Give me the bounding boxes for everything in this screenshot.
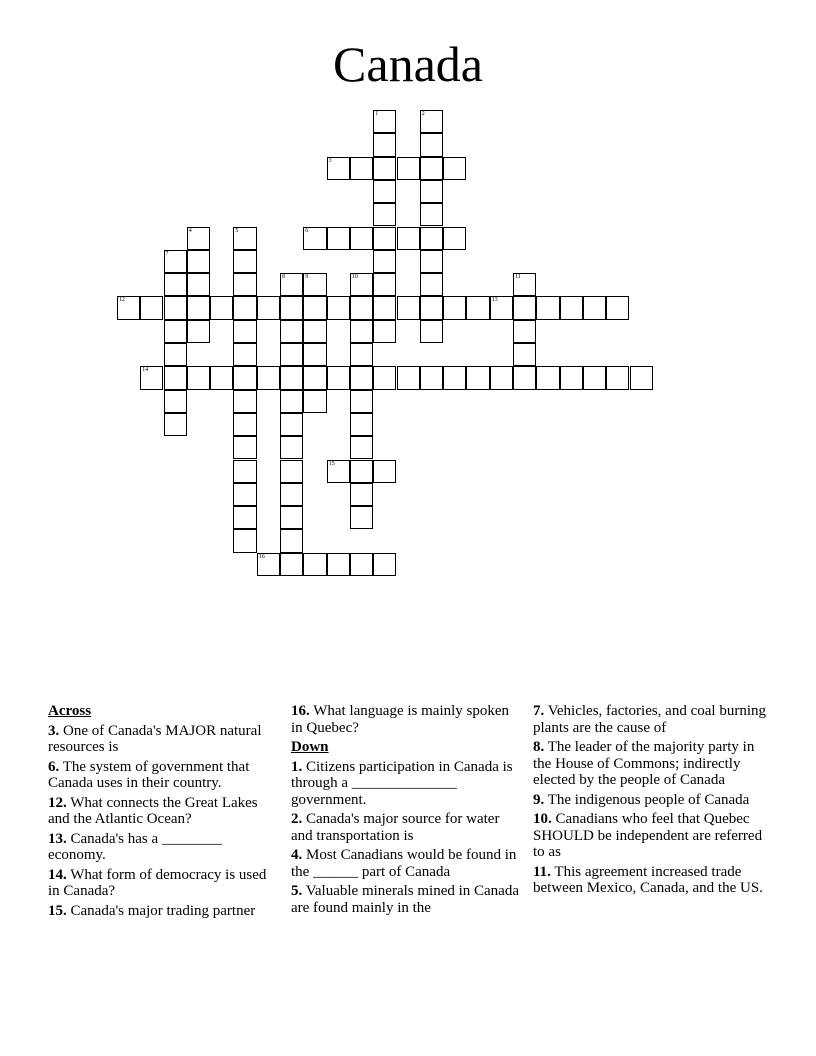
grid-cell[interactable] <box>420 133 443 156</box>
across-clue <box>48 795 278 828</box>
cell-number: 6 <box>305 227 309 234</box>
clue-text: This agreement increased trade between Mexico, Canada, and the US. <box>533 863 763 896</box>
grid-cell[interactable] <box>233 436 256 459</box>
grid-cell[interactable] <box>373 296 396 319</box>
grid-cell[interactable] <box>233 366 256 389</box>
grid-cell[interactable] <box>420 110 443 133</box>
grid-cell[interactable] <box>560 296 583 319</box>
clue-number: 3. <box>48 722 60 739</box>
grid-cell[interactable] <box>513 273 536 296</box>
grid-cell[interactable] <box>373 133 396 156</box>
grid-cell[interactable] <box>420 366 443 389</box>
grid-cell[interactable] <box>466 296 489 319</box>
grid-cell[interactable] <box>373 157 396 180</box>
grid-cell[interactable] <box>257 296 280 319</box>
cell-number: 7 <box>165 250 169 257</box>
grid-cell[interactable] <box>397 157 420 180</box>
grid-cell[interactable] <box>233 227 256 250</box>
grid-cell[interactable] <box>233 273 256 296</box>
grid-cell[interactable] <box>513 343 536 366</box>
grid-cell[interactable] <box>350 460 373 483</box>
grid-cell[interactable] <box>443 157 466 180</box>
across-clue <box>291 703 521 736</box>
grid-cell[interactable] <box>373 553 396 576</box>
grid-cell[interactable] <box>373 366 396 389</box>
across-clue <box>48 903 278 920</box>
grid-cell[interactable] <box>164 413 187 436</box>
cell-number: 8 <box>282 274 285 281</box>
down-clue <box>533 864 773 897</box>
grid-cell[interactable] <box>187 296 210 319</box>
grid-cell[interactable] <box>327 296 350 319</box>
grid-cell[interactable] <box>233 320 256 343</box>
grid-cell[interactable] <box>373 273 396 296</box>
grid-cell[interactable] <box>350 343 373 366</box>
grid-cell[interactable] <box>373 320 396 343</box>
grid-cell[interactable] <box>373 227 396 250</box>
clue-number: 12. <box>48 794 67 811</box>
grid-cell[interactable] <box>187 250 210 273</box>
grid-cell[interactable] <box>373 110 396 133</box>
grid-cell[interactable] <box>373 180 396 203</box>
grid-cell[interactable] <box>140 296 163 319</box>
grid-cell[interactable] <box>350 227 373 250</box>
clue-text: Canadians who feel that Quebec SHOULD be independent are referred to as <box>533 811 763 860</box>
down-clue <box>291 883 521 916</box>
grid-cell[interactable] <box>303 366 326 389</box>
grid-cell[interactable] <box>420 296 443 319</box>
clue-text: Vehicles, factories, and coal burning plants are the cause of <box>533 703 766 736</box>
grid-cell[interactable] <box>420 273 443 296</box>
grid-cell[interactable] <box>164 320 187 343</box>
down-clue <box>291 811 521 844</box>
grid-cell[interactable] <box>187 273 210 296</box>
across-heading: Across <box>48 703 92 719</box>
page-title: Canada <box>333 36 483 92</box>
grid-cell[interactable] <box>280 390 303 413</box>
cell-number: 16 <box>258 553 265 560</box>
grid-cell[interactable] <box>327 366 350 389</box>
grid-cell[interactable] <box>513 296 536 319</box>
grid-cell[interactable] <box>606 296 629 319</box>
grid-cell[interactable] <box>280 483 303 506</box>
cell-number: 5 <box>235 227 239 234</box>
grid-cell[interactable] <box>117 296 140 319</box>
grid-cell[interactable] <box>350 390 373 413</box>
grid-cell[interactable] <box>536 366 559 389</box>
grid-cell[interactable] <box>303 553 326 576</box>
grid-cell[interactable] <box>303 320 326 343</box>
grid-cell[interactable] <box>280 343 303 366</box>
grid-cell[interactable] <box>280 273 303 296</box>
clue-text: What connects the Great Lakes and the Atlantic Ocean? <box>48 794 258 827</box>
grid-cell[interactable] <box>233 296 256 319</box>
grid-cell[interactable] <box>187 320 210 343</box>
grid-cell[interactable] <box>350 506 373 529</box>
grid-cell[interactable] <box>443 366 466 389</box>
grid-cell[interactable] <box>350 483 373 506</box>
cell-number: 3 <box>328 157 332 164</box>
grid-cell[interactable] <box>303 296 326 319</box>
grid-cell[interactable] <box>420 250 443 273</box>
grid-cell[interactable] <box>303 227 326 250</box>
down-clue <box>533 703 773 736</box>
clue-text: Canada's has a ________ economy. <box>48 830 222 863</box>
grid-cell[interactable] <box>233 343 256 366</box>
grid-cell[interactable] <box>327 157 350 180</box>
clue-number: 11. <box>533 863 551 880</box>
clue-number: 4. <box>291 847 303 863</box>
grid-cell[interactable] <box>490 296 513 319</box>
grid-cell[interactable] <box>233 529 256 552</box>
grid-cell[interactable] <box>280 529 303 552</box>
grid-cell[interactable] <box>233 483 256 506</box>
grid-cell[interactable] <box>140 366 163 389</box>
cell-number: 12 <box>118 297 125 304</box>
grid-cell[interactable] <box>303 273 326 296</box>
grid-cell[interactable] <box>280 366 303 389</box>
cell-number: 11 <box>515 274 521 281</box>
clue-number: 7. <box>533 703 545 719</box>
clues-column-3 <box>533 703 773 900</box>
grid-cell[interactable] <box>187 227 210 250</box>
grid-cell[interactable] <box>280 413 303 436</box>
grid-cell[interactable] <box>327 227 350 250</box>
grid-cell[interactable] <box>583 296 606 319</box>
grid-cell[interactable] <box>513 320 536 343</box>
clue-number: 8. <box>533 739 545 755</box>
grid-cell[interactable] <box>350 296 373 319</box>
grid-cell[interactable] <box>397 296 420 319</box>
grid-cell[interactable] <box>513 366 536 389</box>
grid-cell[interactable] <box>303 343 326 366</box>
down-clue <box>533 792 773 809</box>
clue-number: 13. <box>48 830 67 847</box>
grid-cell[interactable] <box>327 460 350 483</box>
clue-text: What language is mainly spoken in Quebec? <box>291 703 510 736</box>
grid-cell[interactable] <box>164 366 187 389</box>
grid-cell[interactable] <box>257 366 280 389</box>
clue-text: Canada's major trading partner <box>70 902 256 919</box>
grid-cell[interactable] <box>350 366 373 389</box>
grid-cell[interactable] <box>280 460 303 483</box>
clue-text: Valuable minerals mined in Canada are found mainly in the <box>291 883 520 916</box>
grid-cell[interactable] <box>233 413 256 436</box>
clues-column-2 <box>291 703 521 919</box>
grid-cell[interactable] <box>490 366 513 389</box>
grid-cell[interactable] <box>327 553 350 576</box>
across-clue <box>48 831 278 864</box>
grid-cell[interactable] <box>280 506 303 529</box>
grid-cell[interactable] <box>164 390 187 413</box>
grid-cell[interactable] <box>164 250 187 273</box>
grid-cell[interactable] <box>466 366 489 389</box>
grid-cell[interactable] <box>233 250 256 273</box>
clue-text: The leader of the majority party in the House of Commons; indirectly elected by the people of Canada <box>533 739 755 788</box>
cell-number: 1 <box>375 111 379 117</box>
cell-number: 2 <box>421 111 425 117</box>
clue-number: 2. <box>291 811 303 827</box>
clue-number: 9. <box>533 791 545 808</box>
grid-cell[interactable] <box>350 413 373 436</box>
clue-number: 15. <box>48 902 67 919</box>
across-clue <box>48 867 278 900</box>
clue-number: 6. <box>48 758 60 775</box>
grid-cell[interactable] <box>536 296 559 319</box>
clue-text: One of Canada's MAJOR natural resources is <box>48 722 262 755</box>
grid-cell[interactable] <box>280 553 303 576</box>
clue-text: The indigenous people of Canada <box>547 791 750 808</box>
grid-cell[interactable] <box>303 390 326 413</box>
down-clue <box>291 847 521 880</box>
grid-cell[interactable] <box>350 273 373 296</box>
grid-cell[interactable] <box>606 366 629 389</box>
grid-cell[interactable] <box>583 366 606 389</box>
grid-cell[interactable] <box>560 366 583 389</box>
grid-cell[interactable] <box>443 227 466 250</box>
clue-text: Canada's major source for water and transportation is <box>291 811 500 844</box>
grid-cell[interactable] <box>420 227 443 250</box>
grid-cell[interactable] <box>350 157 373 180</box>
grid-cell[interactable] <box>164 273 187 296</box>
grid-cell[interactable] <box>280 320 303 343</box>
grid-cell[interactable] <box>397 366 420 389</box>
grid-cell[interactable] <box>373 203 396 226</box>
cell-number: 13 <box>491 297 498 304</box>
grid-cell[interactable] <box>164 343 187 366</box>
cell-number: 14 <box>142 367 149 374</box>
clue-number: 14. <box>48 866 67 883</box>
clue-number: 10. <box>533 811 552 827</box>
grid-cell[interactable] <box>420 180 443 203</box>
grid-cell[interactable] <box>397 227 420 250</box>
grid-cell[interactable] <box>373 250 396 273</box>
clue-number: 16. <box>291 703 310 719</box>
grid-cell[interactable] <box>233 506 256 529</box>
grid-cell[interactable] <box>443 296 466 319</box>
grid-cell[interactable] <box>164 296 187 319</box>
grid-cell[interactable] <box>420 203 443 226</box>
grid-cell[interactable] <box>350 553 373 576</box>
grid-cell[interactable] <box>420 320 443 343</box>
down-heading: Down <box>291 739 329 755</box>
grid-cell[interactable] <box>420 157 443 180</box>
grid-cell[interactable] <box>233 390 256 413</box>
clue-text: What form of democracy is used in Canada? <box>48 866 267 899</box>
down-clue <box>533 739 773 789</box>
down-clue <box>533 811 773 861</box>
clues-column-1 <box>48 703 278 922</box>
grid-cell[interactable] <box>257 553 280 576</box>
down-clue <box>291 759 521 809</box>
grid-cell[interactable] <box>350 436 373 459</box>
grid-cell[interactable] <box>210 366 233 389</box>
clue-number: 5. <box>291 883 303 899</box>
cell-number: 4 <box>188 227 192 234</box>
cell-number: 15 <box>328 460 335 467</box>
grid-cell[interactable] <box>280 436 303 459</box>
across-clue <box>48 759 278 792</box>
grid-cell[interactable] <box>233 460 256 483</box>
grid-cell[interactable] <box>350 320 373 343</box>
cell-number: 9 <box>305 274 309 281</box>
grid-cell[interactable] <box>280 296 303 319</box>
cell-number: 10 <box>351 274 358 281</box>
clue-text: The system of government that Canada uses in their country. <box>48 758 250 791</box>
grid-cell[interactable] <box>630 366 653 389</box>
grid-cell[interactable] <box>373 460 396 483</box>
clue-text: Citizens participation in Canada is through a ______________ government. <box>291 758 513 808</box>
clue-number: 1. <box>291 758 303 775</box>
grid-cell[interactable] <box>187 366 210 389</box>
grid-cell[interactable] <box>210 296 233 319</box>
across-clue <box>48 723 278 756</box>
clue-text: Most Canadians would be found in the ______ part of Canada <box>291 847 517 880</box>
